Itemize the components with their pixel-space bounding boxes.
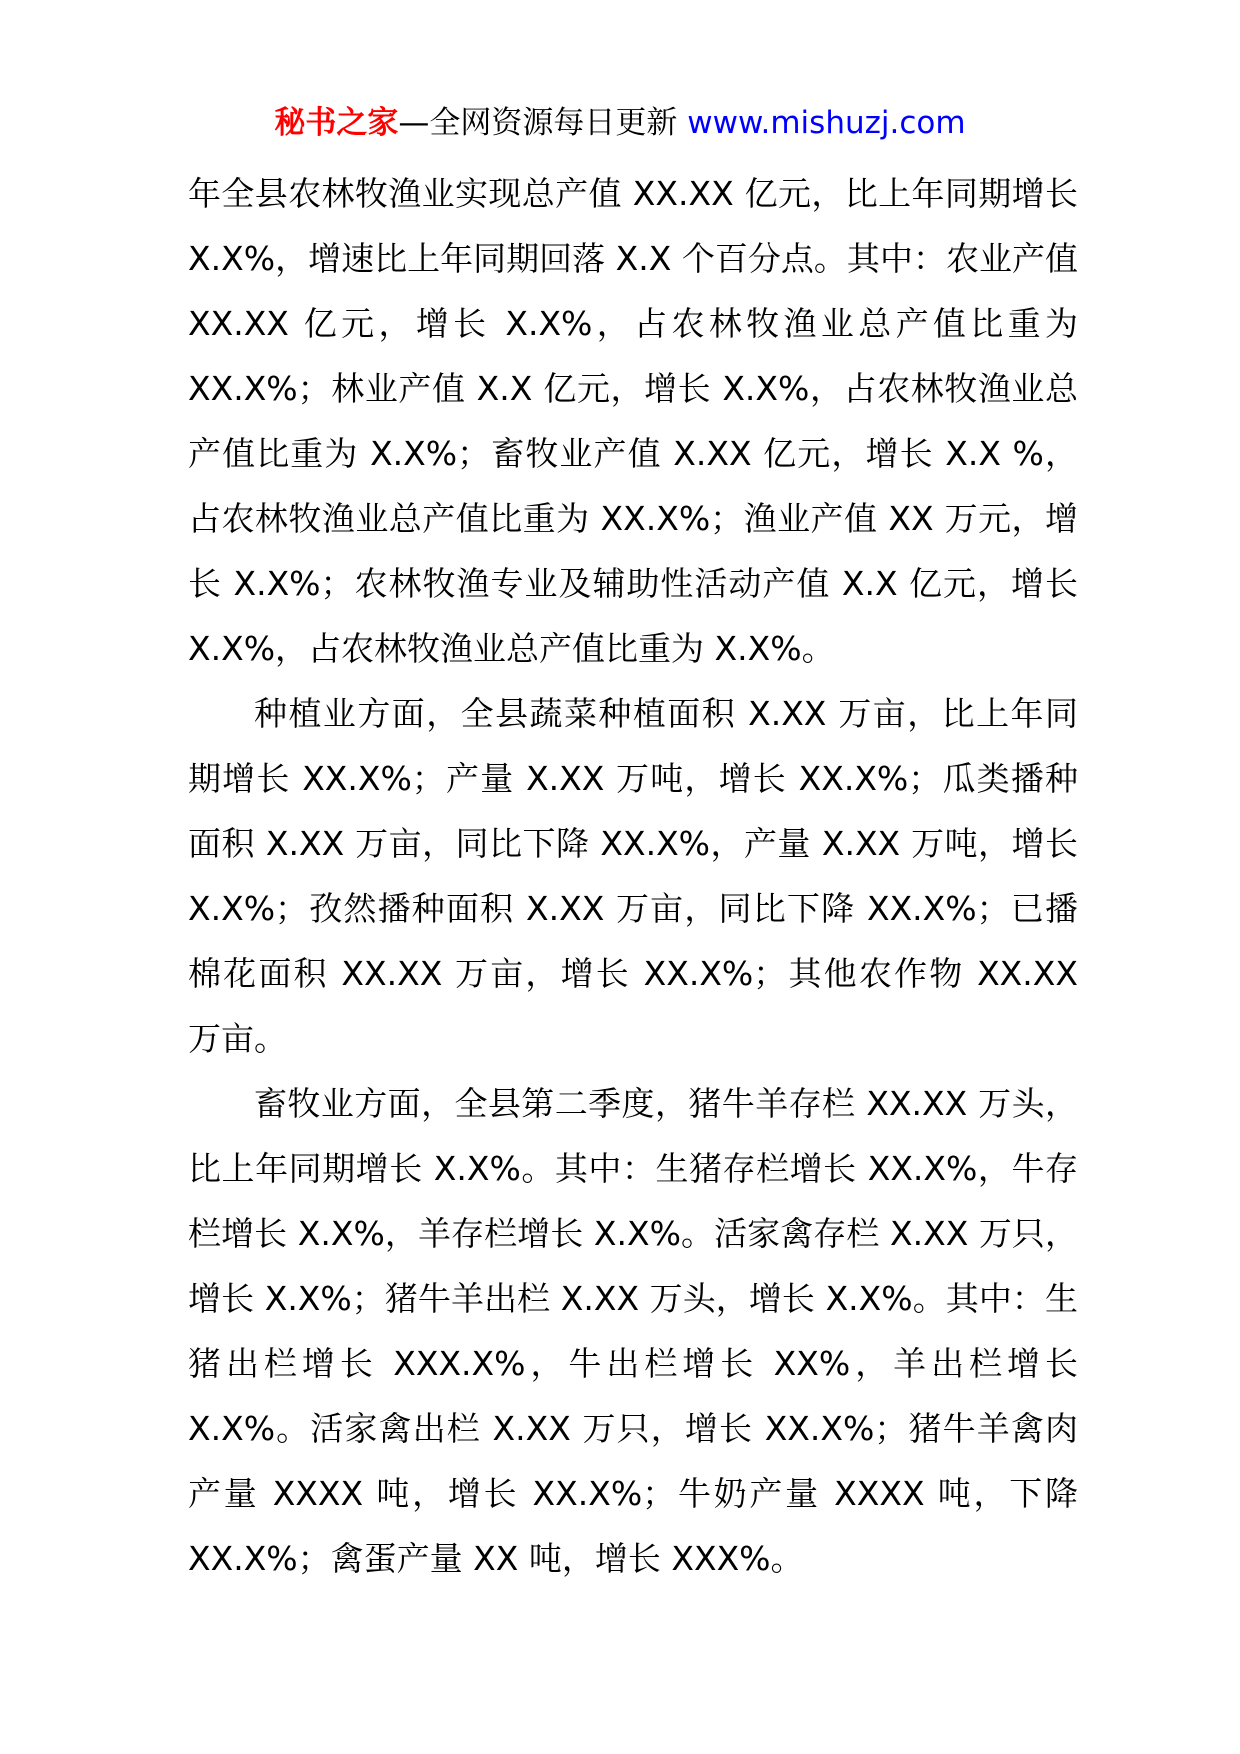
header-tagline: —全网资源每日更新 [398,105,678,141]
page-header [0,101,1240,145]
document-body [188,161,1078,1591]
paragraph-livestock: 畜牧业方面，全县第二季度，猪牛羊存栏 XX.XX 万头，比上年同期增长 X.X%。其中：生猪存栏增长 XX.X%，牛存栏增长 X.X%，羊存栏增长 X.X%。活家禽存栏 X.XX 万只，增长 X.X%；猪牛羊出栏 X.XX 万头，增长 X.X%。其中：生猪出栏增长 XXX.X%，牛出栏增长 XX%，羊出栏增长 X.X%。活家禽出栏 X.XX 万只，增长 XX.X%；猪牛羊禽肉产量 XXXX 吨，增长 XX.X%；牛奶产量 XXXX 吨，下降 XX.X%；禽蛋产量 XX 吨，增长 XXX%。 [188,1084,1078,1578]
brand-name: 秘书之家 [274,105,399,141]
site-url[interactable]: www.mishuzj.com [687,105,966,141]
paragraph-planting: 种植业方面，全县蔬菜种植面积 X.XX 万亩，比上年同期增长 XX.X%；产量 X.XX 万吨，增长 XX.X%；瓜类播种面积 X.XX 万亩，同比下降 XX.X%，产量 X.XX 万吨，增长 X.X%；孜然播种面积 X.XX 万亩，同比下降 XX.X%；已播棉花面积 XX.XX 万亩，增长 XX.X%；其他农作物 XX.XX 万亩。 [188,694,1078,1058]
paragraph-output-value: 年全县农林牧渔业实现总产值 XX.XX 亿元，比上年同期增长 X.X%，增速比上年同期回落 X.X 个百分点。其中：农业产值 XX.XX 亿元，增长 X.X%，占农林牧渔业总产值比重为 XX.X%；林业产值 X.X 亿元，增长 X.X%，占农林牧渔业总产值比重为 X.X%；畜牧业产值 X.XX 亿元，增长 X.X %，占农林牧渔业总产值比重为 XX.X%；渔业产值 XX 万元，增长 X.X%；农林牧渔专业及辅助性活动产值 X.X 亿元，增长 X.X%，占农林牧渔业总产值比重为 X.X%。 [188,174,1078,668]
